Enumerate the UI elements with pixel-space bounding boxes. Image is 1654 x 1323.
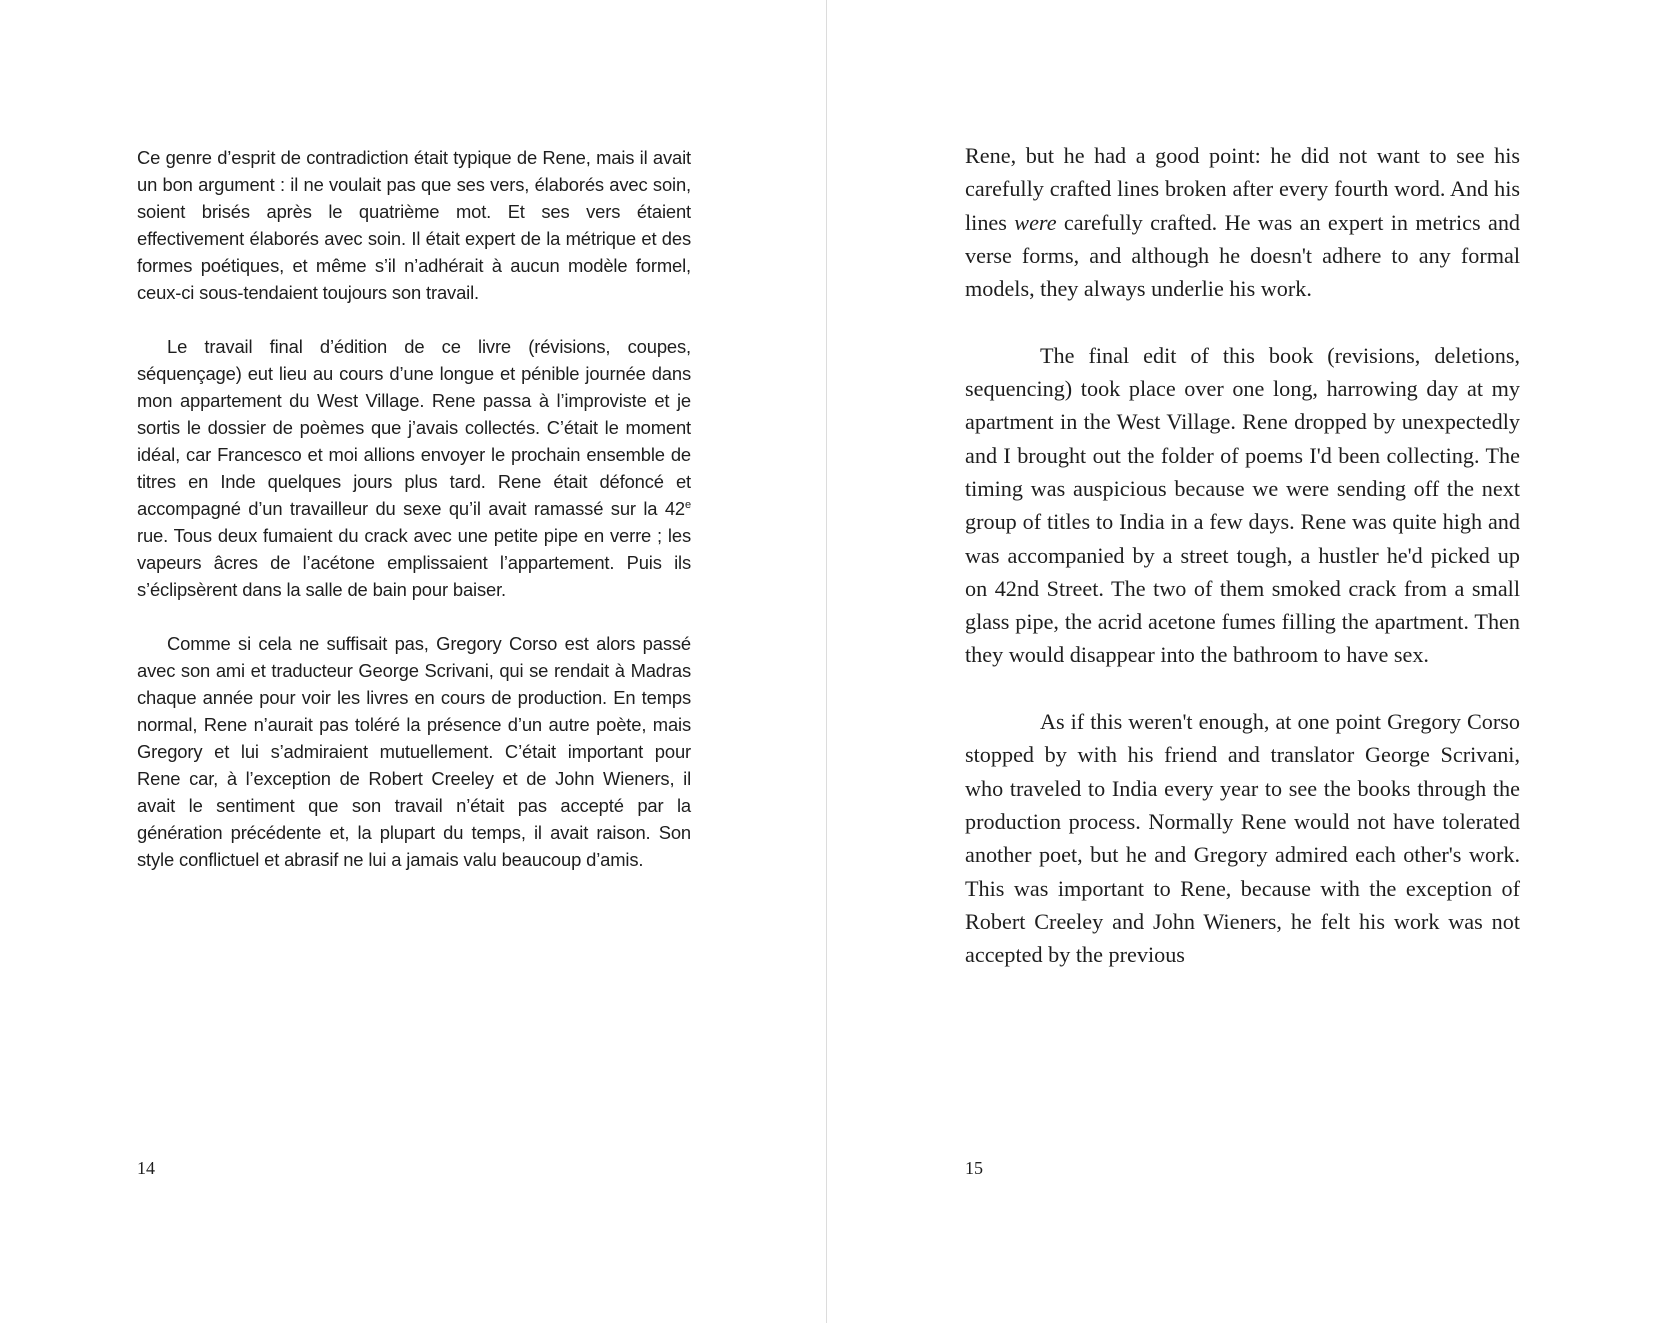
- left-paragraph-2-superscript: e: [685, 498, 691, 511]
- left-page-body: [137, 144, 691, 900]
- right-paragraph-3: As if this weren't enough, at one point Gregory Corso stopped by with his friend and translator George Scrivani, who traveled to India every year to see the books through the production process. Normally Rene would not have tolerated another poet, but he and Gregory admired each other's work. This was important to Rene, because with the exception of Robert Creeley and John Wieners, he felt his work was not accepted by the previous: [965, 709, 1520, 968]
- left-paragraph-2-number: 42: [664, 498, 685, 519]
- right-paragraph-1: [965, 139, 1520, 305]
- left-paragraph-2: [137, 333, 691, 603]
- right-paragraph-1-text-after: carefully crafted. He was an expert in metrics and verse forms, and although he doesn't adhere to any formal models, they always underlie his work.: [965, 209, 1521, 302]
- right-paragraph-2: The final edit of this book (revisions, deletions, sequencing) took place over one long, harrowing day at my apartment in the West Village. Rene dropped by unexpectedly and I brought out the folder of poems I'd been collecting. The timing was auspicious because we were sending off the next group of titles to India in a few days. Rene was quite high and was accompanied by a street tough, a hustler he'd picked up on 42nd Street. The two of them smoked crack from a small glass pipe, the acrid acetone fumes filling the apartment. Then they would disappear into the bathroom to have sex.: [965, 342, 1520, 668]
- left-paragraph-2-text: Le travail final d’édition de ce livre (révisions, coupes, séquençage) eut lieu au cours d’une longue et pénible journée dans mon appartement du West Village. Rene passa à l’improviste et je sortis le dossier de poèmes que j’avais collectés. C’était le moment idéal, car Francesco et moi allions envoyer le prochain ensemble de titres en Inde quelques jours plus tard. Rene était défoncé et accompagné d’un travailleur du sexe qu’il avait ramassé sur la: [137, 336, 691, 519]
- right-paragraph-1-text: Rene, but he had a good point: he did not want to see his carefully crafted lines broken after every fourth word. And his lines: [965, 143, 1520, 235]
- page-number-left: 14: [137, 1158, 155, 1178]
- left-paragraph-3: Comme si cela ne suffisait pas, Gregory Corso est alors passé avec son ami et traducteur George Scrivani, qui se rendait à Madras chaque année pour voir les livres en cours de production. En temps normal, Rene n’aurait pas toléré la présence d’un autre poète, mais Gregory et lui s’admiraient mutuellement. C’était important pour Rene car, à l’exception de Robert Creeley et de John Wieners, il avait le sentiment que son travail n’était pas accepté par la génération précédente et, la plupart du temps, il avait raison. Son style conflictuel et abrasif ne lui a jamais valu beaucoup d’amis.: [137, 633, 691, 870]
- left-page: [0, 0, 826, 1323]
- right-paragraph-1-italic: were: [1014, 209, 1057, 235]
- right-page-body: [965, 139, 1520, 971]
- page-number-right: 15: [965, 1158, 983, 1178]
- left-paragraph-2-text-after: rue. Tous deux fumaient du crack avec une petite pipe en verre ; les vapeurs âcres de l’acétone emplissaient l’appartement. Puis ils s’éclipsèrent dans la salle de bain pour baiser.: [137, 525, 691, 600]
- right-page: [827, 0, 1653, 1323]
- left-paragraph-1: Ce genre d’esprit de contradiction était typique de Rene, mais il avait un bon argument : il ne voulait pas que ses vers, élaborés avec soin, soient brisés après le quatrième mot. Et ses vers étaient effectivement élaborés avec soin. Il était expert de la métrique et des formes poétiques, et même s’il n’adhérait à aucun modèle formel, ceux-ci sous-tendaient toujours son travail.: [137, 147, 691, 303]
